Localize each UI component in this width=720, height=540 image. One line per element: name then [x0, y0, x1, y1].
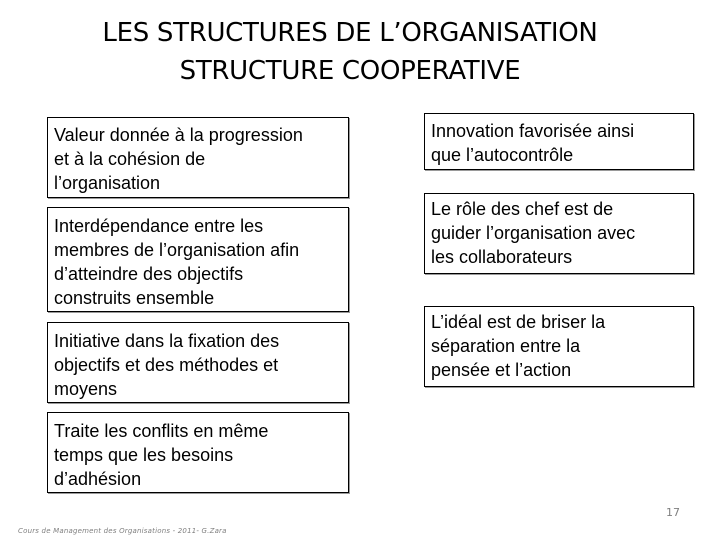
- title-line-1: LES STRUCTURES DE L’ORGANISATION: [102, 18, 598, 48]
- box-text-line: L’idéal est de briser la: [431, 312, 606, 332]
- slide-title: [0, 14, 700, 90]
- text-box-initiative: [47, 322, 349, 403]
- box-text-line: Le rôle des chef est de: [431, 199, 614, 219]
- box-text-line: que l’autocontrôle: [431, 145, 574, 165]
- box-text-line: Interdépendance entre les: [54, 216, 264, 236]
- box-text-line: pensée et l’action: [431, 360, 572, 380]
- text-box-interdependance: [47, 207, 349, 312]
- box-text-line: et à la cohésion de: [54, 149, 206, 169]
- box-text-line: d’atteindre des objectifs: [54, 264, 244, 284]
- box-text-line: l’organisation: [54, 173, 161, 193]
- box-text-line: Innovation favorisée ainsi: [431, 121, 635, 141]
- page-number: 17: [666, 506, 680, 519]
- box-text-line: guider l’organisation avec: [431, 223, 636, 243]
- box-text-line: Traite les conflits en même: [54, 421, 269, 441]
- box-text-line: séparation entre la: [431, 336, 581, 356]
- text-box-conflits: [47, 412, 349, 493]
- title-line-2: STRUCTURE COOPERATIVE: [179, 56, 521, 86]
- text-box-role-chef: [424, 193, 694, 274]
- text-box-innovation: [424, 113, 694, 170]
- box-text-line: objectifs et des méthodes et: [54, 355, 279, 375]
- footer-text: Cours de Management des Organisations - 2011- G.Zara: [18, 527, 227, 535]
- box-text-line: d’adhésion: [54, 469, 142, 489]
- text-box-ideal: [424, 306, 694, 387]
- box-text-line: construits ensemble: [54, 288, 215, 308]
- box-text-line: les collaborateurs: [431, 247, 573, 267]
- box-text-line: Initiative dans la fixation des: [54, 331, 280, 351]
- box-text-line: Valeur donnée à la progression: [54, 125, 303, 145]
- box-text-line: moyens: [54, 379, 118, 399]
- box-text-line: temps que les besoins: [54, 445, 234, 465]
- box-text-line: membres de l’organisation afin: [54, 240, 300, 260]
- text-box-valeur: [47, 117, 349, 198]
